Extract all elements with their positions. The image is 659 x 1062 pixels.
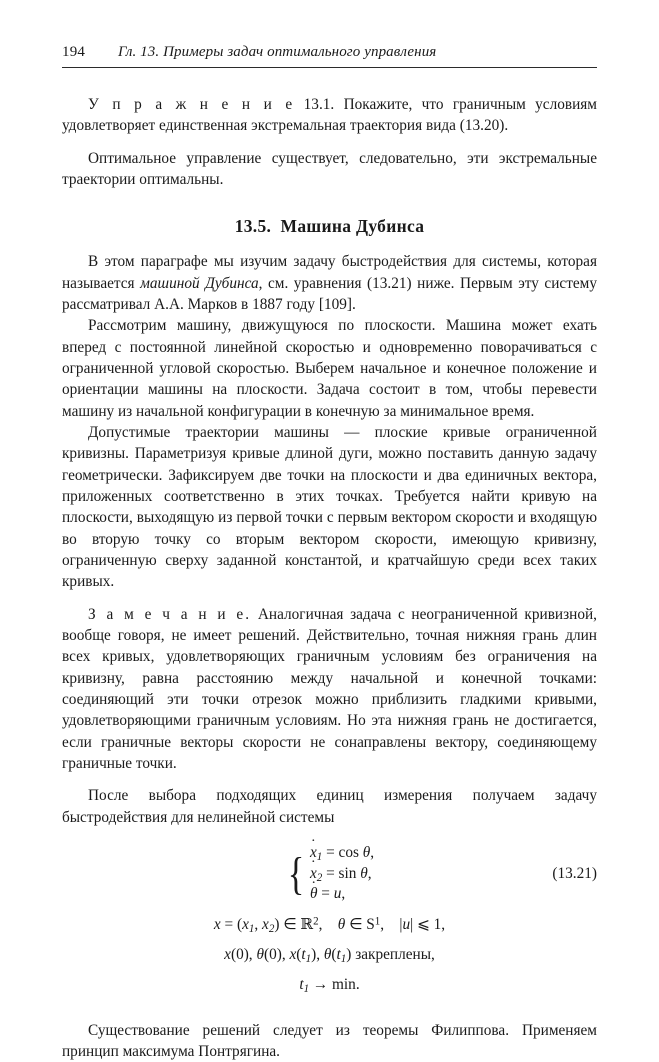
section-title-text: Машина Дубинса <box>280 216 425 237</box>
paragraph-after-remark: После выбора подходящих единиц измерения получаем задачу быстродействия для нелинейной системы <box>62 787 597 826</box>
section-heading <box>62 216 597 237</box>
equation-cost-functional: $t_1 \to \min$. <box>299 975 360 995</box>
paragraph-remark <box>62 604 597 775</box>
paragraph-intro-b: , см. уравнения (13.21) ниже. Первым эту систему рассматривал А.А. Марков в 1887 году [109]. <box>62 274 597 313</box>
exercise-label: У п р а ж н е н и е <box>88 96 295 113</box>
paragraph-final: Существование решений следует из теоремы Филиппова. Применяем принцип максимума Понтрягина. <box>62 1021 597 1060</box>
paragraph-optimal: Оптимальное управление существует, следовательно, эти экстремальные траектории оптимальны. <box>62 149 597 188</box>
paragraph-intro <box>62 251 597 315</box>
equation-system-row <box>62 844 597 904</box>
paragraph-exercise <box>62 94 597 137</box>
system-line-3: θ ∙ = u, <box>310 885 374 903</box>
equation-block <box>62 844 597 995</box>
equation-boundary-conditions: x(0), θ(0), $x(t_1)$, $\theta(t_1)$ закреплены, <box>224 946 435 965</box>
equation-state-space: $x = (x_1$, $x_2$) ∈ ℝ$^2$, θ ∈ $S^1$, |u| ⩽ 1, <box>213 915 446 936</box>
system-equations <box>310 844 374 904</box>
left-brace: { <box>287 847 305 899</box>
paragraph-trajectories: Допустимые траектории машины — плоские кривые ограниченной кривизны. Параметризуя кривые длиной дуги, можно поставить данную задачу геометрически. Зафиксируем две точки на плоскости и два единичных вектора, приложенных соответственно в этих точках. Требуется найти кривую на плоскости, выходящую из первой точки с первым вектором скорости и входящую во вторую точку со вторым вектором скорости, имеющую кривизну, ограниченную сверху заданной константой, и кратчайшую среди всех таких кривых. <box>62 423 597 591</box>
running-head: Гл. 13. Примеры задач оптимального управления <box>118 44 437 60</box>
paragraph-intro-a: В этом параграфе мы изучим задачу быстродействия для системы, которая называется <box>62 253 597 292</box>
system-line-1: $x \cdot_1 = \cos \theta$, <box>310 844 374 863</box>
equation-number: (13.21) <box>552 864 597 882</box>
section-number: 13.5. <box>234 216 272 237</box>
page-header <box>62 44 597 68</box>
page-number: 194 <box>62 44 86 60</box>
exercise-text: 13.1. Покажите, что граничным условиям удовлетворяет единственная экстремальная траектория вида (13.20). <box>62 96 597 135</box>
system-braced <box>285 844 374 904</box>
paragraph-machine: Рассмотрим машину, движущуюся по плоскости. Машина может ехать вперед с постоянной линейной скоростью и одновременно поворачиваться с ограниченной угловой скоростью. Выберем начальное и конечное положение и ориентации машины на плоскости. Задача состоит в том, чтобы перевести машину из начальной конфигурации в конечную за минимальное время. <box>62 317 597 420</box>
term-dubins-car: машиной Дубинса <box>140 274 259 292</box>
system-line-2: $x \cdot_2 = \sin \theta$, <box>310 865 374 884</box>
remark-label: З а м е ч а н и е. <box>88 605 252 623</box>
remark-text: Аналогичная задача с неограниченной кривизной, вообще говоря, не имеет решений. Действительно, точная нижняя грань длин всех кривых, удовлетворяющих граничным условиям без ограничения на кривизну, равна расстоянию между начальной и конечной точками: соединяющий эти точки отрезок можно приблизить гладкими кривыми, удовлетворяющими граничным условиям. Но эта нижняя грань не достигается, если граничные векторы скорости не сонаправлены вектору, соединяющему граничные точки. <box>62 605 597 772</box>
